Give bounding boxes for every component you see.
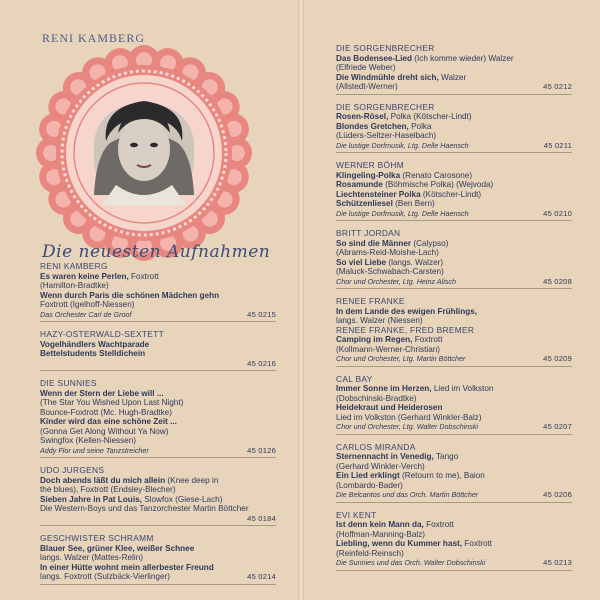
release-entry	[40, 379, 276, 458]
performers: Chor und Orchester, Ltg. Walter Dobschinski	[336, 422, 479, 431]
release-artist: BRITT JORDAN	[336, 228, 401, 238]
song-title: So sind die Männer	[336, 238, 412, 248]
release-footer	[336, 422, 572, 432]
release-line	[336, 73, 572, 83]
song-detail: (Kollmann-Werner-Christian)	[336, 344, 441, 354]
performers: Die Belcantos und das Orch. Martin Böttcher	[336, 490, 479, 499]
release-line	[40, 281, 276, 291]
release-artist: DIE SUNNIES	[40, 378, 97, 388]
performers: Chor und Orchester, Ltg. Heinz Alisch	[336, 276, 456, 286]
release-line	[336, 394, 572, 404]
song-title: Kinder wird das eine schöne Zeit ...	[40, 417, 177, 426]
release-artist: RENEE FRANKE	[336, 296, 405, 306]
song-title: In dem Lande des ewigen Frühlings,	[336, 306, 478, 316]
release-artist: GESCHWISTER SCHRAMM	[40, 533, 154, 543]
song-detail: Bounce-Foxtrott (Mc. Hugh-Bradtke)	[40, 407, 172, 417]
entry-divider	[336, 434, 572, 435]
release-line	[336, 180, 572, 190]
song-detail: (Gerhard Winkler-Verch)	[336, 461, 425, 471]
release-entry	[336, 443, 572, 503]
release-line	[40, 417, 276, 427]
release-line: langs. Foxtrott (Sulzbäck-Vierlinger)	[40, 572, 170, 581]
song-detail: Polka (Kötscher-Lindt)	[388, 112, 472, 121]
song-title: Liebling, wenn du Kummer hast,	[336, 539, 463, 548]
cover-artist-name: RENI KAMBERG	[42, 31, 146, 45]
song-detail: langs. Walzer (Mattes-Relin)	[40, 553, 143, 562]
song-title: Rosen-Rösel,	[336, 112, 389, 121]
release-line	[40, 272, 276, 282]
release-line	[336, 258, 572, 268]
song-detail: (Gonna Get Along Without Ya Now)	[40, 426, 169, 436]
release-line	[336, 54, 572, 64]
catalog-number: 45 0206	[543, 490, 572, 499]
entry-divider	[40, 321, 276, 322]
entry-divider	[336, 502, 572, 503]
release-line	[40, 349, 276, 359]
entry-divider	[336, 152, 572, 153]
song-title: Das Bodensee-Lied	[336, 53, 412, 63]
performers: Das Orchester Carl de Groof	[40, 309, 132, 319]
right-page	[304, 0, 600, 600]
song-detail: Lied im Volkston (Gerhard Winkler-Balz)	[336, 412, 482, 422]
release-line	[40, 544, 276, 554]
release-line	[336, 549, 572, 559]
song-detail: Foxtrott	[462, 539, 493, 548]
release-line	[336, 481, 572, 491]
song-detail: langs. Walzer (Niessen)	[336, 316, 423, 325]
release-line	[336, 471, 572, 481]
release-artist: UDO JURGENS	[40, 465, 105, 475]
release-line	[40, 300, 276, 310]
release-entry	[40, 466, 276, 526]
song-detail: (Renato Carosone)	[400, 170, 473, 180]
catalog-number: 45 0215	[247, 309, 276, 319]
song-detail: (Retourn to me), Baion	[399, 471, 485, 480]
release-entry	[40, 330, 276, 371]
release-line	[336, 239, 572, 249]
entry-divider	[336, 288, 572, 289]
catalog-number: 45 0216	[247, 358, 276, 368]
song-detail: the blues), Foxtrott (Endsley-Blecher)	[40, 485, 176, 494]
performers: Die Sunnies und das Orch. Walter Dobschinski	[336, 558, 486, 567]
release-line	[40, 553, 276, 563]
release-line	[40, 408, 276, 418]
release-entry	[336, 511, 572, 571]
right-releases-list	[336, 44, 572, 579]
song-detail: (Maluck-Schwabach-Carsten)	[336, 267, 444, 276]
song-detail: (Dobschinski-Bradtke)	[336, 393, 417, 403]
release-footer	[336, 209, 572, 219]
song-detail: Swingfox (Kellen-Niessen)	[40, 436, 137, 445]
release-artist: DIE SORGENBRECHER	[336, 43, 435, 53]
performers: Die lustige Dorfmusik, Ltg. Delle Haensch	[336, 208, 469, 218]
release-artist: RENI KAMBERG	[40, 261, 108, 271]
song-detail: (Lombardo-Bader)	[336, 480, 403, 490]
song-detail: (The Star You Wished Upon Last Night)	[40, 398, 184, 407]
song-title: Ist denn kein Mann da,	[336, 520, 424, 529]
song-title: Blondes Gretchen,	[336, 121, 409, 131]
song-title: Es waren keine Perlen,	[40, 271, 129, 281]
section-heading: Die neuesten Aufnahmen	[42, 242, 271, 262]
song-title: In einer Hütte wohnt mein allerbester Freund	[40, 562, 214, 572]
song-detail: (Hamilton-Bradtke)	[40, 281, 109, 290]
release-footer	[336, 82, 572, 92]
entry-divider	[336, 220, 572, 221]
entry-divider	[336, 94, 572, 95]
release-line	[336, 267, 572, 277]
release-entry	[336, 103, 572, 154]
song-detail: (Böhmische Polka) (Wejvoda)	[382, 180, 494, 189]
song-detail: (Hoffman-Manning-Balz)	[336, 529, 426, 539]
release-artist: CAL BAY	[336, 373, 373, 384]
release-line	[336, 307, 572, 317]
song-detail: (Ich komme wieder) Walzer	[411, 53, 514, 63]
song-title: Sieben Jahre in Pat Louis,	[40, 494, 142, 504]
song-detail: (Abrams-Reid-Moishe-Lach)	[336, 248, 439, 257]
song-detail: (Calypso)	[411, 238, 449, 248]
release-footer	[336, 558, 572, 568]
release-line	[336, 530, 572, 540]
catalog-number: 45 0211	[543, 140, 572, 150]
song-detail: Lied im Volkston	[431, 384, 494, 393]
song-detail: Polka	[408, 121, 432, 131]
song-detail: (Reinfeld-Reinsch)	[336, 548, 404, 558]
release-line	[336, 190, 572, 200]
song-detail: (langs. Walzer)	[386, 257, 444, 267]
performers: Addy Flor und seine Tanzstreicher	[40, 445, 149, 455]
song-title: Liechtensteiner Polka	[336, 189, 421, 199]
release-footer	[40, 572, 276, 582]
song-title: Camping im Regen,	[336, 335, 413, 344]
entry-divider	[40, 370, 276, 371]
left-releases-list	[40, 262, 276, 593]
entry-divider	[40, 457, 276, 458]
song-detail: (Lüders-Seltzer-Haselbach)	[336, 131, 437, 140]
entry-divider	[336, 570, 572, 571]
release-line: (Allstedt-Werner)	[336, 82, 398, 91]
song-title: Immer Sonne im Herzen,	[336, 384, 432, 393]
song-title: Klingeling-Polka	[336, 170, 401, 180]
catalog-number: 45 0212	[543, 82, 572, 91]
song-title: Sternennacht in Venedig,	[336, 452, 434, 461]
release-line	[40, 436, 276, 446]
release-artist: DIE SORGENBRECHER	[336, 101, 435, 112]
release-line	[40, 495, 276, 505]
release-footer	[40, 514, 276, 524]
song-detail: Tango	[433, 452, 459, 461]
song-detail: (Ben Bern)	[392, 199, 435, 208]
catalog-number: 45 0208	[543, 276, 572, 286]
release-line	[336, 462, 572, 472]
release-line	[336, 539, 572, 549]
release-entry	[336, 297, 572, 367]
song-title: Die Windmühle dreht sich,	[336, 72, 439, 82]
song-title: Wenn der Stern der Liebe will ...	[40, 388, 164, 398]
release-line	[336, 122, 572, 132]
song-detail: Walzer	[438, 72, 467, 82]
song-detail: Foxtrott	[412, 335, 443, 344]
song-detail: Die Western-Boys und das Tanzorchester Martin Böttcher	[40, 504, 249, 513]
release-line	[336, 199, 572, 209]
song-title: Schützenliesel	[336, 199, 393, 208]
release-line	[336, 520, 572, 530]
catalog-number: 45 0210	[543, 208, 572, 218]
release-artist: HAZY-OSTERWALD-SEXTETT	[40, 329, 165, 339]
catalog-number: 45 0214	[247, 572, 276, 581]
song-title: Wenn durch Paris die schönen Mädchen gehn	[40, 290, 220, 300]
song-detail: (Kötscher-Lindt)	[420, 189, 482, 199]
release-footer	[336, 141, 572, 151]
release-line	[336, 112, 572, 122]
release-entry	[336, 229, 572, 289]
release-line	[336, 131, 572, 141]
release-footer	[40, 446, 276, 456]
song-title: Doch abends läßt du mich allein	[40, 475, 166, 485]
song-title: Bettelstudents Stelldichein	[40, 349, 146, 358]
release-entry	[336, 161, 572, 221]
release-artist: CARLOS MIRANDA	[336, 441, 416, 452]
release-line	[40, 563, 276, 573]
release-line	[336, 63, 572, 73]
song-detail: (Elfriede Weber)	[336, 63, 396, 72]
release-footer	[40, 359, 276, 369]
release-entry	[336, 44, 572, 95]
catalog-number: 45 0207	[543, 422, 572, 431]
release-line	[336, 413, 572, 423]
entry-divider	[336, 366, 572, 367]
release-footer	[40, 310, 276, 320]
entry-divider	[40, 584, 276, 585]
release-footer	[336, 490, 572, 500]
song-detail: Foxtrott (Igelhoff-Niessen)	[40, 300, 135, 309]
song-title: Ein Lied erklingt	[336, 471, 400, 480]
release-line	[40, 398, 276, 408]
release-line	[336, 171, 572, 181]
song-title: Vogelhändlers Wachtparade	[40, 339, 150, 349]
release-line	[336, 403, 572, 413]
release-line	[336, 345, 572, 355]
artist-portrait-rosette	[36, 45, 252, 261]
release-entry	[40, 534, 276, 585]
release-artist: EVI KENT	[336, 509, 377, 520]
release-line	[40, 340, 276, 350]
release-entry	[40, 262, 276, 322]
catalog-number: 45 0213	[543, 558, 572, 567]
release-line	[40, 485, 276, 495]
catalog-number: 45 0184	[247, 513, 276, 523]
song-title: Heidekraut und Heiderosen	[336, 403, 443, 412]
release-line	[336, 384, 572, 394]
song-title: So viel Liebe	[336, 257, 387, 267]
left-page	[0, 0, 298, 600]
performers: Die lustige Dorfmusik, Ltg. Delle Haensch	[336, 140, 469, 150]
release-line	[336, 335, 572, 345]
release-footer	[336, 354, 572, 364]
song-detail: Foxtrott	[423, 520, 454, 529]
song-detail: (Knee deep in	[165, 475, 219, 485]
release-line	[336, 452, 572, 462]
performers: Chor und Orchester, Ltg. Martin Böttcher	[336, 354, 466, 363]
release-footer	[336, 277, 572, 287]
release-line	[40, 389, 276, 399]
catalog-number: 45 0209	[543, 354, 572, 363]
release-artist: RENEE FRANKE, FRED BREMER	[336, 324, 475, 335]
release-line	[40, 427, 276, 437]
release-artist: WERNER BÖHM	[336, 160, 404, 170]
song-title: Rosamunde	[336, 180, 383, 189]
release-line	[40, 504, 276, 514]
song-detail: Slowfox (Giese-Lach)	[141, 494, 223, 504]
release-line	[336, 248, 572, 258]
release-line	[40, 291, 276, 301]
catalog-number: 45 0126	[247, 445, 276, 455]
release-line	[40, 476, 276, 486]
entry-divider	[40, 525, 276, 526]
song-title: Blauer See, grüner Klee, weißer Schnee	[40, 543, 195, 553]
song-detail: Foxtrott	[128, 271, 159, 281]
release-entry	[336, 375, 572, 435]
